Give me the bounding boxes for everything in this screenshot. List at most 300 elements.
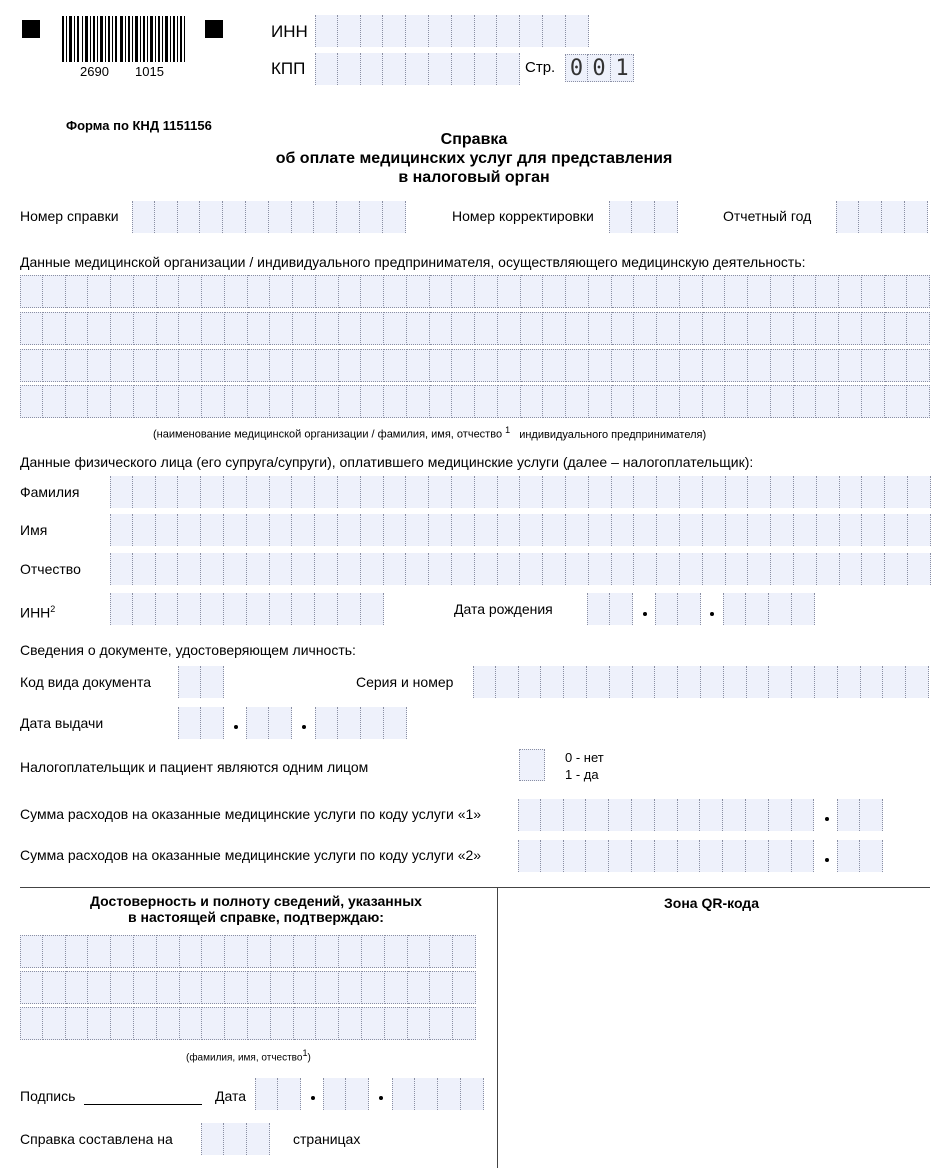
issue-month-field[interactable]	[246, 707, 292, 739]
input-cell[interactable]	[316, 349, 339, 382]
input-cell[interactable]	[293, 312, 316, 345]
input-cell[interactable]	[201, 553, 224, 585]
input-cell[interactable]	[769, 593, 792, 625]
input-cell[interactable]	[452, 514, 475, 546]
input-cell[interactable]	[155, 201, 178, 233]
input-cell[interactable]	[840, 553, 863, 585]
input-cell[interactable]	[862, 553, 885, 585]
input-cell[interactable]	[315, 593, 338, 625]
input-cell[interactable]	[111, 935, 134, 968]
input-cell[interactable]	[612, 385, 635, 418]
input-cell[interactable]	[179, 312, 202, 345]
input-cell[interactable]	[200, 201, 223, 233]
input-cell[interactable]	[655, 593, 678, 625]
input-cell[interactable]	[862, 476, 885, 508]
input-cell[interactable]	[134, 1007, 157, 1040]
input-cell[interactable]	[521, 349, 544, 382]
input-cell[interactable]	[438, 1078, 461, 1110]
input-cell[interactable]	[862, 312, 885, 345]
sum-code-2-rubles-field[interactable]	[518, 840, 814, 872]
input-cell[interactable]	[157, 1007, 180, 1040]
input-cell[interactable]	[224, 514, 247, 546]
doc-type-code-field[interactable]	[178, 666, 224, 698]
input-cell[interactable]	[384, 385, 407, 418]
input-cell[interactable]	[609, 840, 632, 872]
series-number-field[interactable]	[473, 666, 929, 698]
input-cell[interactable]	[566, 312, 589, 345]
input-cell[interactable]	[748, 349, 771, 382]
input-cell[interactable]	[452, 275, 475, 308]
input-cell[interactable]	[133, 476, 156, 508]
input-cell[interactable]	[383, 201, 406, 233]
input-cell[interactable]	[794, 275, 817, 308]
input-cell[interactable]	[634, 553, 657, 585]
input-cell[interactable]	[202, 1007, 225, 1040]
input-cell[interactable]	[292, 476, 315, 508]
input-cell[interactable]	[771, 514, 794, 546]
input-cell[interactable]	[179, 349, 202, 382]
input-cell[interactable]	[408, 1007, 431, 1040]
issue-year-field[interactable]	[315, 707, 407, 739]
input-cell[interactable]	[771, 275, 794, 308]
input-cell[interactable]	[66, 275, 89, 308]
input-cell[interactable]	[862, 275, 885, 308]
input-cell[interactable]	[520, 15, 543, 47]
input-cell[interactable]	[407, 385, 430, 418]
input-cell[interactable]	[316, 385, 339, 418]
input-cell[interactable]	[564, 666, 587, 698]
input-cell[interactable]	[521, 385, 544, 418]
input-cell[interactable]	[723, 799, 746, 831]
input-cell[interactable]	[406, 553, 429, 585]
input-cell[interactable]	[723, 593, 746, 625]
input-cell[interactable]	[66, 312, 89, 345]
input-cell[interactable]	[543, 349, 566, 382]
input-cell[interactable]	[292, 553, 315, 585]
birth-year-field[interactable]	[723, 593, 815, 625]
input-cell[interactable]	[610, 593, 633, 625]
input-cell[interactable]	[88, 275, 111, 308]
input-cell[interactable]	[134, 935, 157, 968]
input-cell[interactable]	[794, 385, 817, 418]
input-cell[interactable]	[726, 514, 749, 546]
input-cell[interactable]	[110, 553, 133, 585]
input-cell[interactable]	[498, 476, 521, 508]
input-cell[interactable]	[430, 349, 453, 382]
input-cell[interactable]	[430, 385, 453, 418]
correction-number-field[interactable]	[609, 201, 678, 233]
input-cell[interactable]	[566, 476, 589, 508]
input-cell[interactable]	[657, 312, 680, 345]
input-cell[interactable]	[769, 799, 792, 831]
input-cell[interactable]	[224, 593, 247, 625]
input-cell[interactable]	[88, 1007, 111, 1040]
input-cell[interactable]	[815, 666, 838, 698]
input-cell[interactable]	[746, 799, 769, 831]
input-cell[interactable]	[589, 553, 612, 585]
input-cell[interactable]	[385, 935, 408, 968]
input-cell[interactable]	[361, 385, 384, 418]
input-cell[interactable]	[408, 971, 431, 1004]
input-cell[interactable]	[632, 201, 655, 233]
input-cell[interactable]	[632, 799, 655, 831]
input-cell[interactable]	[346, 1078, 369, 1110]
input-cell[interactable]	[225, 312, 248, 345]
sum-code-2-kopecks-field[interactable]	[837, 840, 883, 872]
org-name-row-4[interactable]	[20, 385, 930, 418]
birth-day-field[interactable]	[587, 593, 633, 625]
input-cell[interactable]	[339, 349, 362, 382]
input-cell[interactable]	[885, 385, 908, 418]
input-cell[interactable]	[566, 15, 589, 47]
input-cell[interactable]	[452, 312, 475, 345]
input-cell[interactable]	[88, 312, 111, 345]
input-cell[interactable]	[293, 349, 316, 382]
input-cell[interactable]	[703, 514, 726, 546]
input-cell[interactable]	[180, 1007, 203, 1040]
sum-code-1-rubles-field[interactable]	[518, 799, 814, 831]
input-cell[interactable]	[680, 514, 703, 546]
input-cell[interactable]	[769, 666, 792, 698]
input-cell[interactable]	[792, 840, 815, 872]
input-cell[interactable]	[315, 15, 338, 47]
org-name-row-1[interactable]	[20, 275, 930, 308]
input-cell[interactable]	[338, 15, 361, 47]
input-cell[interactable]	[703, 385, 726, 418]
input-cell[interactable]	[521, 275, 544, 308]
input-cell[interactable]	[362, 971, 385, 1004]
input-cell[interactable]	[43, 971, 66, 1004]
input-cell[interactable]	[201, 593, 224, 625]
input-cell[interactable]	[633, 666, 656, 698]
input-cell[interactable]	[278, 1078, 301, 1110]
input-cell[interactable]	[43, 385, 66, 418]
input-cell[interactable]	[541, 666, 564, 698]
input-cell[interactable]	[840, 514, 863, 546]
input-cell[interactable]	[429, 553, 452, 585]
input-cell[interactable]	[20, 349, 43, 382]
input-cell[interactable]	[429, 514, 452, 546]
input-cell[interactable]	[20, 312, 43, 345]
input-cell[interactable]	[794, 312, 817, 345]
input-cell[interactable]	[315, 514, 338, 546]
org-name-row-2[interactable]	[20, 312, 930, 345]
input-cell[interactable]	[564, 840, 587, 872]
input-cell[interactable]	[201, 514, 224, 546]
input-cell[interactable]	[339, 971, 362, 1004]
input-cell[interactable]	[497, 15, 520, 47]
input-cell[interactable]	[43, 935, 66, 968]
input-cell[interactable]	[678, 593, 701, 625]
input-cell[interactable]	[632, 840, 655, 872]
input-cell[interactable]	[316, 312, 339, 345]
sign-month-field[interactable]	[323, 1078, 369, 1110]
input-cell[interactable]	[475, 385, 498, 418]
input-cell[interactable]	[453, 971, 476, 1004]
input-cell[interactable]	[294, 935, 317, 968]
input-cell[interactable]	[746, 840, 769, 872]
input-cell[interactable]	[270, 476, 293, 508]
input-cell[interactable]	[201, 1123, 224, 1155]
input-cell[interactable]	[518, 840, 541, 872]
org-name-row-3[interactable]	[20, 349, 930, 382]
input-cell[interactable]	[316, 935, 339, 968]
input-cell[interactable]	[361, 349, 384, 382]
input-cell[interactable]	[323, 1078, 346, 1110]
input-cell[interactable]	[473, 666, 496, 698]
input-cell[interactable]	[269, 201, 292, 233]
input-cell[interactable]	[543, 15, 566, 47]
input-cell[interactable]	[133, 553, 156, 585]
input-cell[interactable]	[110, 476, 133, 508]
input-cell[interactable]	[316, 275, 339, 308]
input-cell[interactable]	[634, 275, 657, 308]
input-cell[interactable]	[429, 15, 452, 47]
input-cell[interactable]	[248, 935, 271, 968]
input-cell[interactable]	[609, 201, 632, 233]
input-cell[interactable]	[66, 935, 89, 968]
input-cell[interactable]	[452, 15, 475, 47]
input-cell[interactable]	[905, 201, 928, 233]
input-cell[interactable]	[111, 349, 134, 382]
input-cell[interactable]	[66, 349, 89, 382]
input-cell[interactable]	[657, 385, 680, 418]
input-cell[interactable]	[43, 349, 66, 382]
input-cell[interactable]	[816, 312, 839, 345]
input-cell[interactable]	[134, 275, 157, 308]
input-cell[interactable]	[882, 201, 905, 233]
input-cell[interactable]	[315, 707, 338, 739]
input-cell[interactable]	[20, 935, 43, 968]
input-cell[interactable]	[840, 476, 863, 508]
input-cell[interactable]	[315, 476, 338, 508]
input-cell[interactable]	[566, 553, 589, 585]
input-cell[interactable]	[292, 201, 315, 233]
input-cell[interactable]	[610, 666, 633, 698]
input-cell[interactable]	[157, 935, 180, 968]
input-cell[interactable]	[885, 553, 908, 585]
input-cell[interactable]	[541, 799, 564, 831]
input-cell[interactable]	[202, 385, 225, 418]
input-cell[interactable]	[703, 275, 726, 308]
input-cell[interactable]	[338, 707, 361, 739]
input-cell[interactable]	[43, 312, 66, 345]
pages-count-field[interactable]	[201, 1123, 270, 1155]
input-cell[interactable]	[293, 275, 316, 308]
input-cell[interactable]	[475, 15, 498, 47]
input-cell[interactable]	[726, 476, 749, 508]
input-cell[interactable]	[792, 593, 815, 625]
same-person-field[interactable]	[519, 749, 545, 781]
input-cell[interactable]	[862, 385, 885, 418]
input-cell[interactable]	[908, 514, 931, 546]
input-cell[interactable]	[816, 275, 839, 308]
input-cell[interactable]	[771, 312, 794, 345]
input-cell[interactable]	[339, 935, 362, 968]
input-cell[interactable]	[792, 666, 815, 698]
input-cell[interactable]	[361, 553, 384, 585]
input-cell[interactable]	[110, 593, 133, 625]
input-cell[interactable]	[43, 275, 66, 308]
input-cell[interactable]	[839, 385, 862, 418]
input-cell[interactable]	[383, 53, 406, 85]
input-cell[interactable]	[680, 349, 703, 382]
input-cell[interactable]	[248, 312, 271, 345]
input-cell[interactable]	[111, 1007, 134, 1040]
input-cell[interactable]	[270, 275, 293, 308]
signer-name-row-3[interactable]	[20, 1007, 476, 1040]
input-cell[interactable]	[178, 593, 201, 625]
input-cell[interactable]	[156, 593, 179, 625]
input-cell[interactable]	[430, 312, 453, 345]
input-cell[interactable]	[384, 514, 407, 546]
input-cell[interactable]	[43, 1007, 66, 1040]
input-cell[interactable]	[132, 201, 155, 233]
input-cell[interactable]	[587, 666, 610, 698]
input-cell[interactable]	[180, 935, 203, 968]
input-cell[interactable]	[406, 514, 429, 546]
input-cell[interactable]	[315, 53, 338, 85]
input-cell[interactable]	[475, 53, 498, 85]
input-cell[interactable]	[566, 514, 589, 546]
input-cell[interactable]	[771, 553, 794, 585]
input-cell[interactable]	[589, 275, 612, 308]
input-cell[interactable]	[407, 349, 430, 382]
input-cell[interactable]	[566, 275, 589, 308]
input-cell[interactable]	[657, 476, 680, 508]
input-cell[interactable]	[338, 593, 361, 625]
input-cell[interactable]	[385, 971, 408, 1004]
input-cell[interactable]	[589, 514, 612, 546]
input-cell[interactable]	[475, 476, 498, 508]
input-cell[interactable]	[406, 476, 429, 508]
input-cell[interactable]	[247, 553, 270, 585]
input-cell[interactable]	[612, 476, 635, 508]
input-cell[interactable]	[338, 553, 361, 585]
sign-day-field[interactable]	[255, 1078, 301, 1110]
input-cell[interactable]	[292, 514, 315, 546]
input-cell[interactable]	[225, 971, 248, 1004]
input-cell[interactable]	[314, 201, 337, 233]
input-cell[interactable]	[430, 275, 453, 308]
input-cell[interactable]	[680, 275, 703, 308]
input-cell[interactable]	[461, 1078, 484, 1110]
input-cell[interactable]	[859, 201, 882, 233]
input-cell[interactable]	[521, 312, 544, 345]
input-cell[interactable]	[384, 312, 407, 345]
input-cell[interactable]	[134, 971, 157, 1004]
input-cell[interactable]	[519, 666, 542, 698]
input-cell[interactable]	[338, 53, 361, 85]
input-cell[interactable]	[725, 349, 748, 382]
input-cell[interactable]	[157, 275, 180, 308]
input-cell[interactable]	[725, 275, 748, 308]
input-cell[interactable]	[589, 385, 612, 418]
input-cell[interactable]	[794, 349, 817, 382]
input-cell[interactable]	[817, 553, 840, 585]
input-cell[interactable]	[498, 312, 521, 345]
input-cell[interactable]	[794, 514, 817, 546]
input-cell[interactable]	[452, 53, 475, 85]
input-cell[interactable]	[157, 385, 180, 418]
input-cell[interactable]	[246, 201, 269, 233]
input-cell[interactable]	[771, 349, 794, 382]
input-cell[interactable]	[339, 1007, 362, 1040]
signature-line[interactable]	[84, 1104, 202, 1105]
input-cell[interactable]	[157, 971, 180, 1004]
input-cell[interactable]	[723, 840, 746, 872]
input-cell[interactable]	[294, 1007, 317, 1040]
input-cell[interactable]	[771, 476, 794, 508]
input-cell[interactable]	[475, 514, 498, 546]
input-cell[interactable]	[20, 275, 43, 308]
input-cell[interactable]	[817, 476, 840, 508]
input-cell[interactable]	[270, 514, 293, 546]
input-cell[interactable]	[247, 1123, 270, 1155]
input-cell[interactable]	[255, 1078, 278, 1110]
surname-field[interactable]	[110, 476, 931, 508]
input-cell[interactable]	[225, 385, 248, 418]
input-cell[interactable]	[839, 275, 862, 308]
input-cell[interactable]	[270, 385, 293, 418]
input-cell[interactable]	[361, 476, 384, 508]
input-cell[interactable]	[885, 349, 908, 382]
input-cell[interactable]	[817, 514, 840, 546]
input-cell[interactable]	[498, 349, 521, 382]
input-cell[interactable]	[201, 476, 224, 508]
input-cell[interactable]	[587, 593, 610, 625]
input-cell[interactable]	[225, 349, 248, 382]
input-cell[interactable]	[908, 476, 931, 508]
input-cell[interactable]	[337, 201, 360, 233]
input-cell[interactable]	[543, 385, 566, 418]
input-cell[interactable]	[589, 476, 612, 508]
input-cell[interactable]	[452, 553, 475, 585]
input-cell[interactable]	[475, 312, 498, 345]
input-cell[interactable]	[678, 666, 701, 698]
input-cell[interactable]	[746, 593, 769, 625]
input-cell[interactable]	[270, 312, 293, 345]
signer-name-row-2[interactable]	[20, 971, 476, 1004]
input-cell[interactable]	[908, 553, 931, 585]
input-cell[interactable]	[178, 514, 201, 546]
input-cell[interactable]	[134, 385, 157, 418]
input-cell[interactable]	[566, 349, 589, 382]
input-cell[interactable]	[839, 349, 862, 382]
input-cell[interactable]	[430, 971, 453, 1004]
input-cell[interactable]	[907, 349, 930, 382]
input-cell[interactable]	[860, 799, 883, 831]
input-cell[interactable]	[247, 514, 270, 546]
input-cell[interactable]	[885, 312, 908, 345]
input-cell[interactable]	[430, 1007, 453, 1040]
input-cell[interactable]	[429, 476, 452, 508]
input-cell[interactable]	[248, 385, 271, 418]
input-cell[interactable]	[475, 553, 498, 585]
patronymic-field[interactable]	[110, 553, 931, 585]
input-cell[interactable]	[156, 476, 179, 508]
input-cell[interactable]	[498, 514, 521, 546]
input-cell[interactable]	[452, 476, 475, 508]
input-cell[interactable]	[748, 312, 771, 345]
input-cell[interactable]	[384, 476, 407, 508]
input-cell[interactable]	[202, 971, 225, 1004]
name-field[interactable]	[110, 514, 931, 546]
input-cell[interactable]	[837, 840, 860, 872]
input-cell[interactable]	[292, 593, 315, 625]
input-cell[interactable]	[680, 385, 703, 418]
input-cell[interactable]	[475, 275, 498, 308]
